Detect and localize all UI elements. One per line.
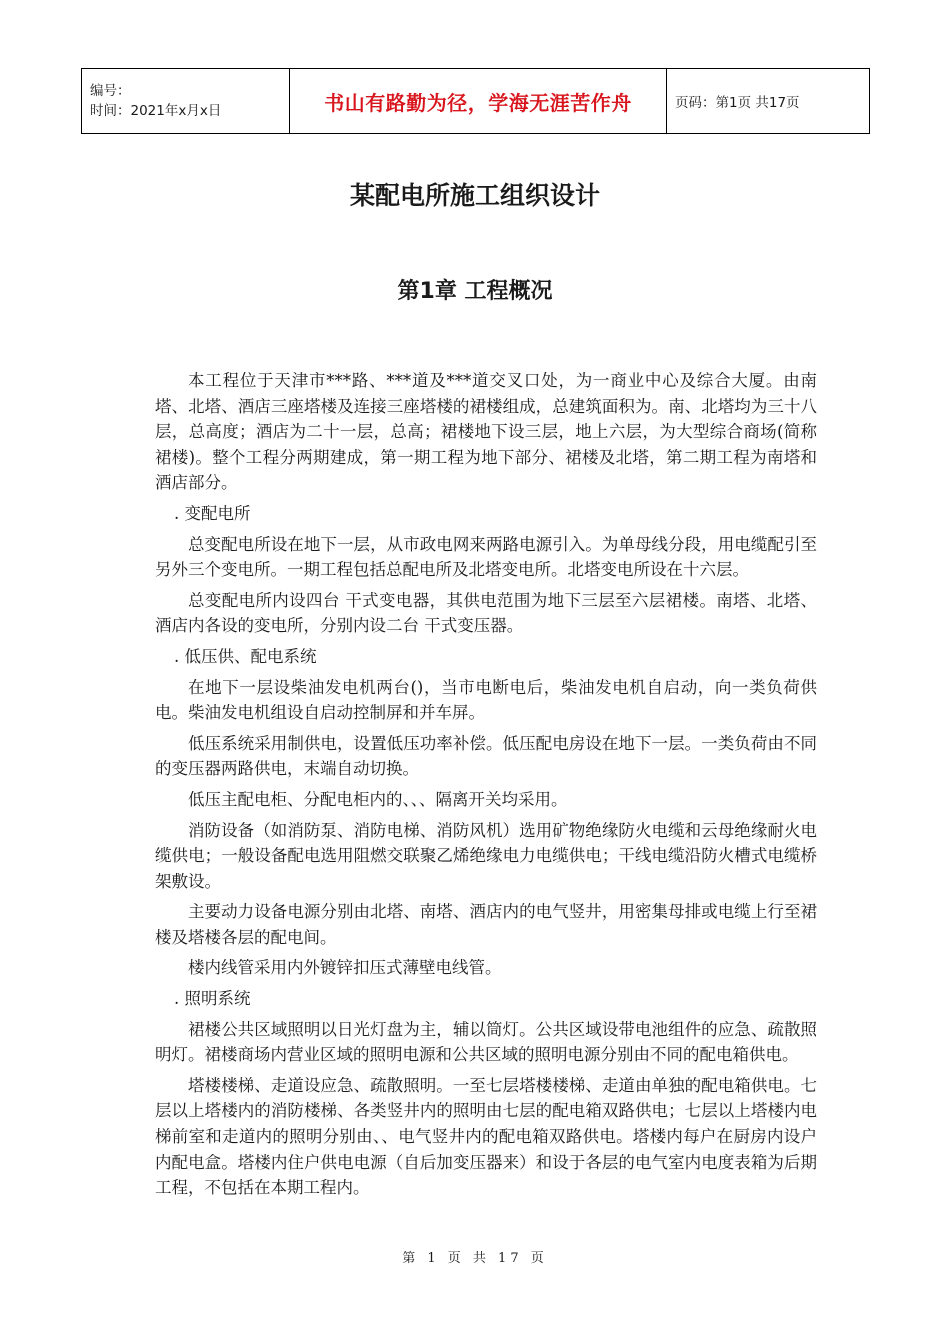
- section-heading: . 变配电所: [173, 503, 251, 523]
- body-paragraph: 低压主配电柜、分配电柜内的、、、隔离开关均采用。: [188, 789, 568, 809]
- header-table: [81, 68, 870, 134]
- body-paragraph: 总变配电所设在地下一层，从市政电网来两路电源引入。为单母线分段，用电缆配引至另外三个变电所。一期工程包括总配电所及北塔变电所。北塔变电所设在十六层。: [155, 534, 817, 580]
- body-paragraph: 塔楼楼梯、走道设应急、疏散照明。一至七层塔楼楼梯、走道由单独的配电箱供电。七层以上塔楼内的消防楼梯、各类竖井内的照明由七层的配电箱双路供电；七层以上塔楼内电梯前室和走道内的照明分别由、、电气竖井内的配电箱双路供电。塔楼内每户在厨房内设户内配电盒。塔楼内住户供电电源（自后加变压器来）和设于各层的电气室内电度表箱为后期工程，不包括在本期工程内。: [155, 1075, 817, 1198]
- section-heading: . 照明系统: [173, 989, 251, 1009]
- body-paragraph: 在地下一层设柴油发电机两台()，当市电断电后，柴油发电机自启动，向一类负荷供电。柴油发电机组设自启动控制屏和并车屏。: [155, 677, 817, 723]
- section-heading: . 低压供、配电系统: [173, 646, 317, 666]
- chapter-title: 第1章 工程概况: [397, 279, 553, 304]
- document-title: 某配电所施工组织设计: [349, 181, 600, 210]
- header-meta: [82, 69, 290, 134]
- body-paragraph: 消防设备（如消防泵、消防电梯、消防风机）选用矿物绝缘防火电缆和云母绝缘耐火电缆供电；一般设备配电选用阻燃交联聚乙烯绝缘电力电缆供电；干线电缆沿防火槽式电缆桥架敷设。: [155, 820, 817, 891]
- body-paragraph: 本工程位于天津市***路、***道及***道交叉口处，为一商业中心及综合大厦。由南塔、北塔、酒店三座塔楼及连接三座塔楼的裙楼组成，总建筑面积为。南、北塔均为三十八层，总高度；酒店为二十一层，总高；裙楼地下设三层，地上六层，为大型综合商场(简称裙楼)。整个工程分两期建成，第一期工程为地下部分、裙楼及北塔，第二期工程为南塔和酒店部分。: [155, 371, 817, 493]
- body-paragraph: 总变配电所内设四台 干式变电器，其供电范围为地下三层至六层裙楼。南塔、北塔、酒店内各设的变电所，分别内设二台 干式变压器。: [155, 590, 817, 636]
- body-paragraph: 楼内线管采用内外镀锌扣压式薄壁电线管。: [188, 958, 502, 978]
- page-footer: 第 1 页 共 17 页: [402, 1251, 548, 1266]
- body-paragraph: 裙楼公共区域照明以日光灯盘为主，辅以筒灯。公共区域设带电池组件的应急、疏散照明灯。裙楼商场内营业区域的照明电源和公共区域的照明电源分别由不同的配电箱供电。: [155, 1019, 817, 1065]
- document-body: [155, 368, 817, 1206]
- header-motto: 书山有路勤为径，学海无涯苦作舟: [290, 69, 667, 134]
- body-paragraph: 主要动力设备电源分别由北塔、南塔、酒店内的电气竖井，用密集母排或电缆上行至裙楼及塔楼各层的配电间。: [155, 902, 817, 947]
- document-time: 时间：2021年x月x日: [90, 103, 222, 119]
- header-page-info: 页码：第1页 共17页: [667, 69, 870, 134]
- body-paragraph: 低压系统采用制供电，设置低压功率补偿。低压配电房设在地下一层。一类负荷由不同的变压器两路供电，末端自动切换。: [155, 733, 817, 779]
- document-number-label: 编号：: [90, 83, 131, 99]
